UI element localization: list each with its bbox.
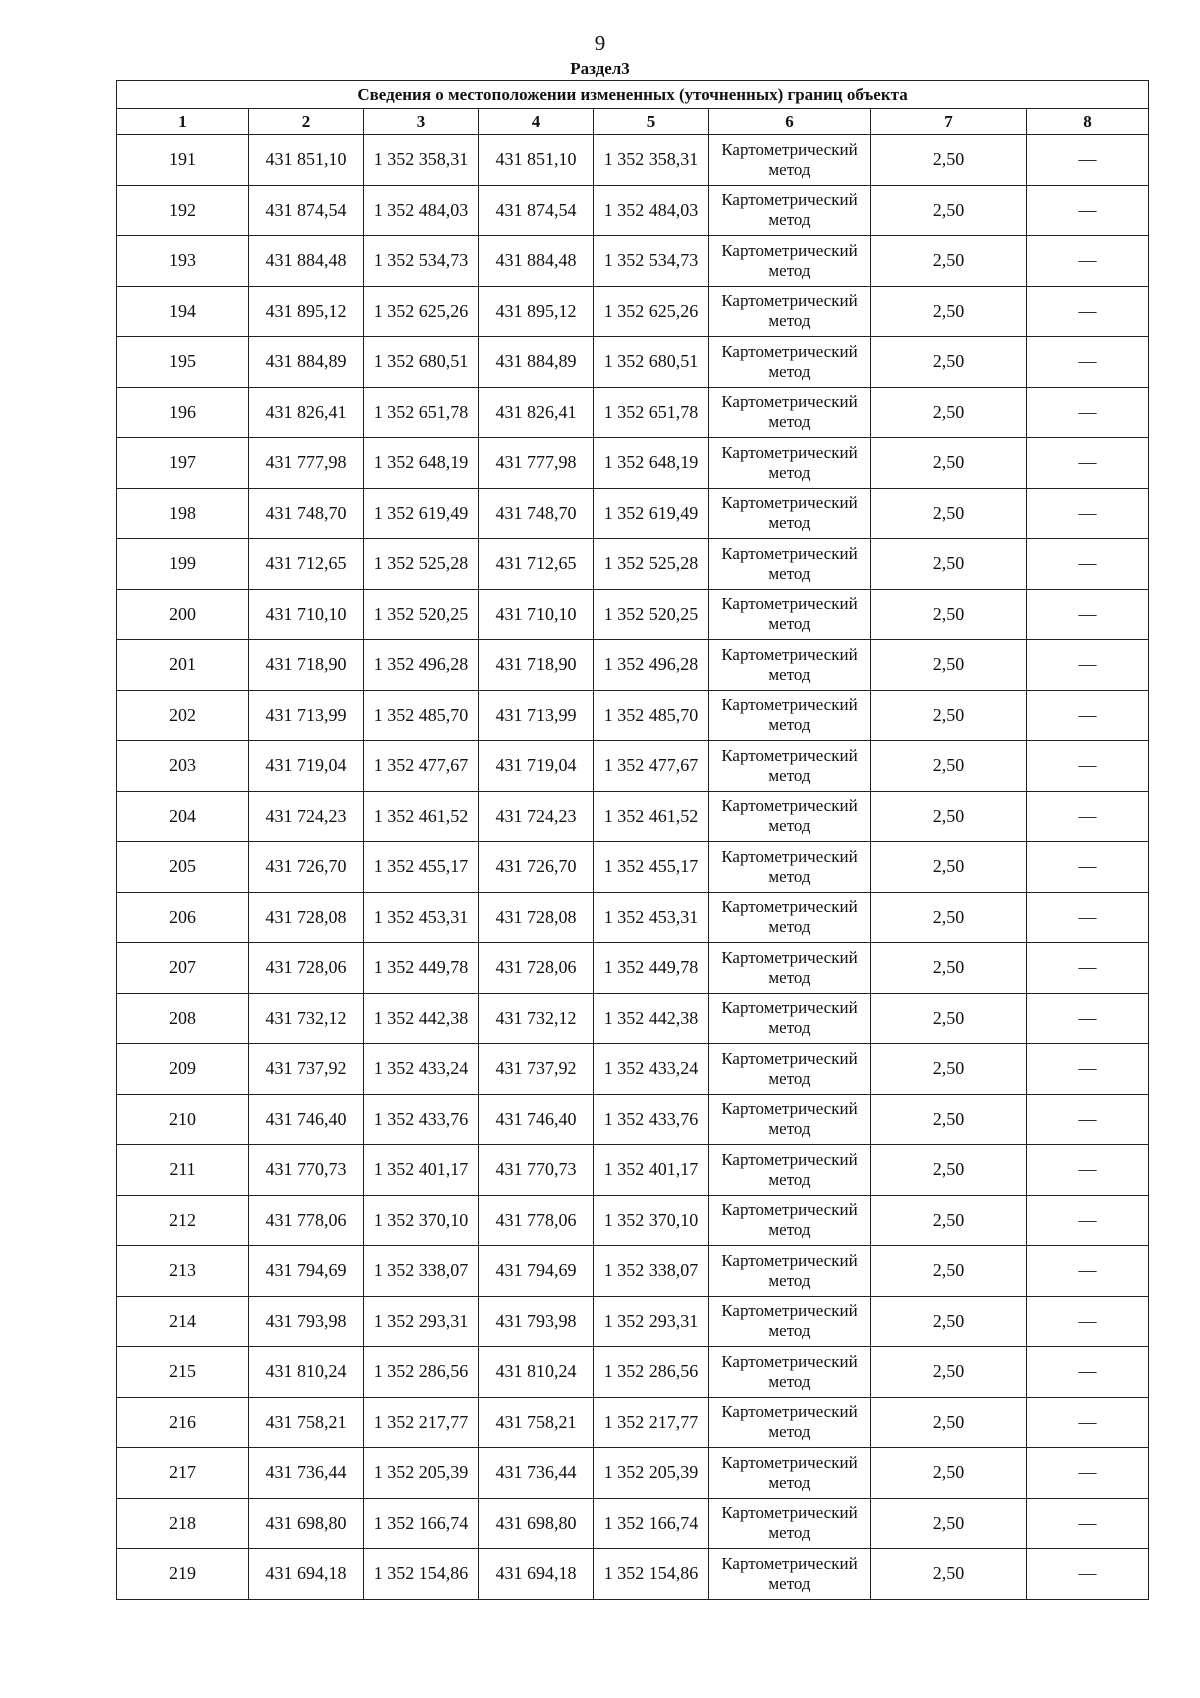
cell-method: Картометрический метод [709,1549,871,1600]
cell-y-new: 1 352 496,28 [594,640,709,691]
cell-y-existing: 1 352 442,38 [364,993,479,1044]
cell-x-new: 431 826,41 [479,387,594,438]
cell-y-new: 1 352 619,49 [594,488,709,539]
cell-x-existing: 431 794,69 [249,1246,364,1297]
cell-method: Картометрический метод [709,539,871,590]
table-row [117,286,1149,337]
column-number-8: 8 [1027,109,1149,135]
cell-x-existing: 431 748,70 [249,488,364,539]
cell-accuracy: 2,50 [871,1296,1027,1347]
table-row [117,943,1149,994]
cell-y-new: 1 352 651,78 [594,387,709,438]
page-number: 9 [594,31,606,55]
cell-y-new: 1 352 534,73 [594,236,709,287]
cell-y-existing: 1 352 433,24 [364,1044,479,1095]
cell-y-new: 1 352 680,51 [594,337,709,388]
cell-y-new: 1 352 217,77 [594,1397,709,1448]
cell-description: — [1027,1448,1149,1499]
cell-accuracy: 2,50 [871,1044,1027,1095]
cell-method: Картометрический метод [709,185,871,236]
cell-point-number: 192 [117,185,249,236]
cell-method: Картометрический метод [709,135,871,186]
cell-x-existing: 431 718,90 [249,640,364,691]
section-title: Раздел3 [570,59,630,78]
table-row [117,185,1149,236]
cell-y-existing: 1 352 619,49 [364,488,479,539]
cell-method: Картометрический метод [709,690,871,741]
cell-accuracy: 2,50 [871,185,1027,236]
cell-description: — [1027,589,1149,640]
cell-point-number: 213 [117,1246,249,1297]
table-row [117,1246,1149,1297]
cell-x-new: 431 736,44 [479,1448,594,1499]
column-number-row [117,109,1149,135]
cell-accuracy: 2,50 [871,892,1027,943]
cell-x-new: 431 770,73 [479,1145,594,1196]
cell-accuracy: 2,50 [871,741,1027,792]
cell-point-number: 195 [117,337,249,388]
cell-description: — [1027,337,1149,388]
column-number-3: 3 [364,109,479,135]
cell-point-number: 197 [117,438,249,489]
cell-x-existing: 431 728,06 [249,943,364,994]
table-row [117,741,1149,792]
cell-y-new: 1 352 205,39 [594,1448,709,1499]
cell-accuracy: 2,50 [871,589,1027,640]
cell-accuracy: 2,50 [871,1195,1027,1246]
cell-y-existing: 1 352 534,73 [364,236,479,287]
table-row [117,1195,1149,1246]
cell-y-existing: 1 352 525,28 [364,539,479,590]
cell-y-existing: 1 352 205,39 [364,1448,479,1499]
table-row [117,1044,1149,1095]
cell-accuracy: 2,50 [871,1246,1027,1297]
cell-method: Картометрический метод [709,1347,871,1398]
table-row [117,438,1149,489]
cell-description: — [1027,741,1149,792]
cell-description: — [1027,1347,1149,1398]
cell-description: — [1027,791,1149,842]
cell-x-existing: 431 710,10 [249,589,364,640]
cell-y-existing: 1 352 338,07 [364,1246,479,1297]
cell-description: — [1027,1145,1149,1196]
cell-y-existing: 1 352 358,31 [364,135,479,186]
cell-description: — [1027,1296,1149,1347]
cell-accuracy: 2,50 [871,387,1027,438]
cell-method: Картометрический метод [709,236,871,287]
table-row [117,1145,1149,1196]
cell-y-new: 1 352 370,10 [594,1195,709,1246]
cell-description: — [1027,539,1149,590]
cell-accuracy: 2,50 [871,1448,1027,1499]
cell-y-existing: 1 352 154,86 [364,1549,479,1600]
table-body [117,135,1149,1600]
cell-accuracy: 2,50 [871,1094,1027,1145]
cell-accuracy: 2,50 [871,640,1027,691]
cell-x-new: 431 851,10 [479,135,594,186]
cell-y-new: 1 352 477,67 [594,741,709,792]
cell-description: — [1027,438,1149,489]
cell-description: — [1027,488,1149,539]
table-caption: Сведения о местоположении измененных (уточненных) границ объекта [117,81,1149,109]
cell-point-number: 196 [117,387,249,438]
cell-x-new: 431 698,80 [479,1498,594,1549]
table-row [117,1448,1149,1499]
cell-method: Картометрический метод [709,1448,871,1499]
cell-point-number: 209 [117,1044,249,1095]
cell-x-new: 431 748,70 [479,488,594,539]
cell-x-new: 431 874,54 [479,185,594,236]
cell-method: Картометрический метод [709,438,871,489]
cell-description: — [1027,1246,1149,1297]
cell-point-number: 198 [117,488,249,539]
column-number-6: 6 [709,109,871,135]
cell-method: Картометрический метод [709,1094,871,1145]
cell-description: — [1027,286,1149,337]
cell-x-new: 431 712,65 [479,539,594,590]
cell-y-existing: 1 352 461,52 [364,791,479,842]
cell-y-existing: 1 352 449,78 [364,943,479,994]
cell-y-new: 1 352 154,86 [594,1549,709,1600]
cell-y-new: 1 352 433,24 [594,1044,709,1095]
table-row [117,1094,1149,1145]
table-row [117,539,1149,590]
cell-method: Картометрический метод [709,1397,871,1448]
cell-y-existing: 1 352 520,25 [364,589,479,640]
cell-x-new: 431 884,48 [479,236,594,287]
cell-x-new: 431 810,24 [479,1347,594,1398]
column-number-1: 1 [117,109,249,135]
cell-point-number: 205 [117,842,249,893]
cell-x-existing: 431 728,08 [249,892,364,943]
cell-x-new: 431 724,23 [479,791,594,842]
cell-accuracy: 2,50 [871,1498,1027,1549]
cell-x-existing: 431 884,89 [249,337,364,388]
cell-y-existing: 1 352 625,26 [364,286,479,337]
cell-point-number: 191 [117,135,249,186]
cell-y-new: 1 352 449,78 [594,943,709,994]
table-row [117,842,1149,893]
cell-point-number: 210 [117,1094,249,1145]
cell-point-number: 216 [117,1397,249,1448]
cell-x-new: 431 777,98 [479,438,594,489]
cell-x-new: 431 895,12 [479,286,594,337]
cell-y-new: 1 352 461,52 [594,791,709,842]
cell-description: — [1027,185,1149,236]
column-number-2: 2 [249,109,364,135]
cell-y-new: 1 352 455,17 [594,842,709,893]
cell-x-new: 431 737,92 [479,1044,594,1095]
table-row [117,1498,1149,1549]
cell-point-number: 217 [117,1448,249,1499]
cell-y-existing: 1 352 496,28 [364,640,479,691]
table-row [117,1549,1149,1600]
cell-point-number: 214 [117,1296,249,1347]
cell-y-new: 1 352 286,56 [594,1347,709,1398]
cell-y-existing: 1 352 484,03 [364,185,479,236]
cell-point-number: 200 [117,589,249,640]
cell-x-existing: 431 724,23 [249,791,364,842]
table-row [117,993,1149,1044]
cell-y-existing: 1 352 217,77 [364,1397,479,1448]
cell-x-new: 431 732,12 [479,993,594,1044]
cell-point-number: 208 [117,993,249,1044]
table-row [117,135,1149,186]
cell-x-new: 431 884,89 [479,337,594,388]
cell-y-existing: 1 352 485,70 [364,690,479,741]
cell-y-new: 1 352 485,70 [594,690,709,741]
table-row [117,791,1149,842]
cell-accuracy: 2,50 [871,1145,1027,1196]
cell-y-existing: 1 352 453,31 [364,892,479,943]
cell-method: Картометрический метод [709,337,871,388]
cell-description: — [1027,1397,1149,1448]
cell-description: — [1027,1549,1149,1600]
cell-point-number: 215 [117,1347,249,1398]
cell-x-existing: 431 793,98 [249,1296,364,1347]
cell-accuracy: 2,50 [871,1397,1027,1448]
cell-accuracy: 2,50 [871,943,1027,994]
cell-x-existing: 431 777,98 [249,438,364,489]
table-row [117,892,1149,943]
cell-y-existing: 1 352 401,17 [364,1145,479,1196]
cell-x-existing: 431 726,70 [249,842,364,893]
cell-x-existing: 431 732,12 [249,993,364,1044]
cell-method: Картометрический метод [709,993,871,1044]
cell-description: — [1027,236,1149,287]
cell-method: Картометрический метод [709,943,871,994]
cell-method: Картометрический метод [709,387,871,438]
cell-method: Картометрический метод [709,741,871,792]
cell-y-new: 1 352 358,31 [594,135,709,186]
cell-accuracy: 2,50 [871,993,1027,1044]
column-number-5: 5 [594,109,709,135]
cell-y-existing: 1 352 293,31 [364,1296,479,1347]
table-row [117,1397,1149,1448]
cell-x-existing: 431 884,48 [249,236,364,287]
cell-method: Картометрический метод [709,1296,871,1347]
cell-point-number: 211 [117,1145,249,1196]
cell-y-existing: 1 352 651,78 [364,387,479,438]
boundary-coordinates-table [116,80,1149,1600]
cell-x-new: 431 728,06 [479,943,594,994]
cell-x-new: 431 719,04 [479,741,594,792]
cell-accuracy: 2,50 [871,135,1027,186]
cell-x-new: 431 718,90 [479,640,594,691]
cell-x-new: 431 694,18 [479,1549,594,1600]
cell-x-new: 431 710,10 [479,589,594,640]
cell-y-new: 1 352 625,26 [594,286,709,337]
table-row [117,387,1149,438]
cell-x-existing: 431 895,12 [249,286,364,337]
cell-x-new: 431 728,08 [479,892,594,943]
cell-accuracy: 2,50 [871,539,1027,590]
cell-point-number: 212 [117,1195,249,1246]
cell-method: Картометрический метод [709,589,871,640]
cell-y-new: 1 352 442,38 [594,993,709,1044]
cell-accuracy: 2,50 [871,690,1027,741]
cell-y-existing: 1 352 166,74 [364,1498,479,1549]
table-row [117,337,1149,388]
cell-accuracy: 2,50 [871,438,1027,489]
cell-y-new: 1 352 484,03 [594,185,709,236]
cell-description: — [1027,640,1149,691]
cell-x-existing: 431 810,24 [249,1347,364,1398]
cell-description: — [1027,135,1149,186]
cell-y-existing: 1 352 433,76 [364,1094,479,1145]
cell-point-number: 204 [117,791,249,842]
cell-method: Картометрический метод [709,842,871,893]
cell-description: — [1027,892,1149,943]
cell-x-new: 431 758,21 [479,1397,594,1448]
cell-x-existing: 431 719,04 [249,741,364,792]
cell-y-existing: 1 352 648,19 [364,438,479,489]
cell-x-existing: 431 758,21 [249,1397,364,1448]
cell-x-existing: 431 746,40 [249,1094,364,1145]
cell-point-number: 219 [117,1549,249,1600]
cell-x-existing: 431 778,06 [249,1195,364,1246]
table-row [117,1347,1149,1398]
cell-y-new: 1 352 525,28 [594,539,709,590]
cell-y-existing: 1 352 370,10 [364,1195,479,1246]
cell-point-number: 194 [117,286,249,337]
cell-description: — [1027,943,1149,994]
cell-accuracy: 2,50 [871,337,1027,388]
cell-description: — [1027,1498,1149,1549]
cell-x-new: 431 794,69 [479,1246,594,1297]
cell-point-number: 199 [117,539,249,590]
cell-point-number: 207 [117,943,249,994]
cell-point-number: 206 [117,892,249,943]
cell-accuracy: 2,50 [871,236,1027,287]
cell-description: — [1027,387,1149,438]
cell-method: Картометрический метод [709,892,871,943]
cell-method: Картометрический метод [709,286,871,337]
cell-description: — [1027,1044,1149,1095]
cell-accuracy: 2,50 [871,1347,1027,1398]
cell-x-existing: 431 826,41 [249,387,364,438]
cell-description: — [1027,1094,1149,1145]
cell-method: Картометрический метод [709,1145,871,1196]
cell-x-existing: 431 713,99 [249,690,364,741]
cell-accuracy: 2,50 [871,1549,1027,1600]
cell-description: — [1027,993,1149,1044]
cell-x-new: 431 778,06 [479,1195,594,1246]
cell-accuracy: 2,50 [871,791,1027,842]
column-number-4: 4 [479,109,594,135]
cell-y-new: 1 352 648,19 [594,438,709,489]
cell-x-new: 431 726,70 [479,842,594,893]
table-row [117,589,1149,640]
cell-y-new: 1 352 293,31 [594,1296,709,1347]
cell-y-new: 1 352 338,07 [594,1246,709,1297]
cell-point-number: 193 [117,236,249,287]
cell-accuracy: 2,50 [871,286,1027,337]
cell-y-existing: 1 352 455,17 [364,842,479,893]
cell-y-existing: 1 352 286,56 [364,1347,479,1398]
cell-accuracy: 2,50 [871,488,1027,539]
cell-method: Картометрический метод [709,1195,871,1246]
cell-accuracy: 2,50 [871,842,1027,893]
column-number-7: 7 [871,109,1027,135]
cell-y-new: 1 352 433,76 [594,1094,709,1145]
table-row [117,690,1149,741]
cell-method: Картометрический метод [709,791,871,842]
cell-y-existing: 1 352 477,67 [364,741,479,792]
cell-x-existing: 431 770,73 [249,1145,364,1196]
cell-method: Картометрический метод [709,488,871,539]
cell-x-existing: 431 694,18 [249,1549,364,1600]
cell-method: Картометрический метод [709,1246,871,1297]
cell-y-new: 1 352 453,31 [594,892,709,943]
cell-point-number: 202 [117,690,249,741]
cell-description: — [1027,690,1149,741]
table-row [117,640,1149,691]
cell-x-existing: 431 736,44 [249,1448,364,1499]
cell-y-new: 1 352 401,17 [594,1145,709,1196]
cell-x-new: 431 793,98 [479,1296,594,1347]
cell-y-new: 1 352 520,25 [594,589,709,640]
cell-description: — [1027,1195,1149,1246]
cell-x-existing: 431 874,54 [249,185,364,236]
cell-y-existing: 1 352 680,51 [364,337,479,388]
cell-x-existing: 431 851,10 [249,135,364,186]
table-row [117,236,1149,287]
cell-x-new: 431 713,99 [479,690,594,741]
cell-x-existing: 431 712,65 [249,539,364,590]
cell-description: — [1027,842,1149,893]
cell-x-existing: 431 698,80 [249,1498,364,1549]
cell-point-number: 203 [117,741,249,792]
cell-x-existing: 431 737,92 [249,1044,364,1095]
cell-x-new: 431 746,40 [479,1094,594,1145]
cell-method: Картометрический метод [709,1044,871,1095]
cell-point-number: 218 [117,1498,249,1549]
cell-method: Картометрический метод [709,1498,871,1549]
cell-point-number: 201 [117,640,249,691]
cell-method: Картометрический метод [709,640,871,691]
table-row [117,488,1149,539]
table-row [117,1296,1149,1347]
cell-y-new: 1 352 166,74 [594,1498,709,1549]
